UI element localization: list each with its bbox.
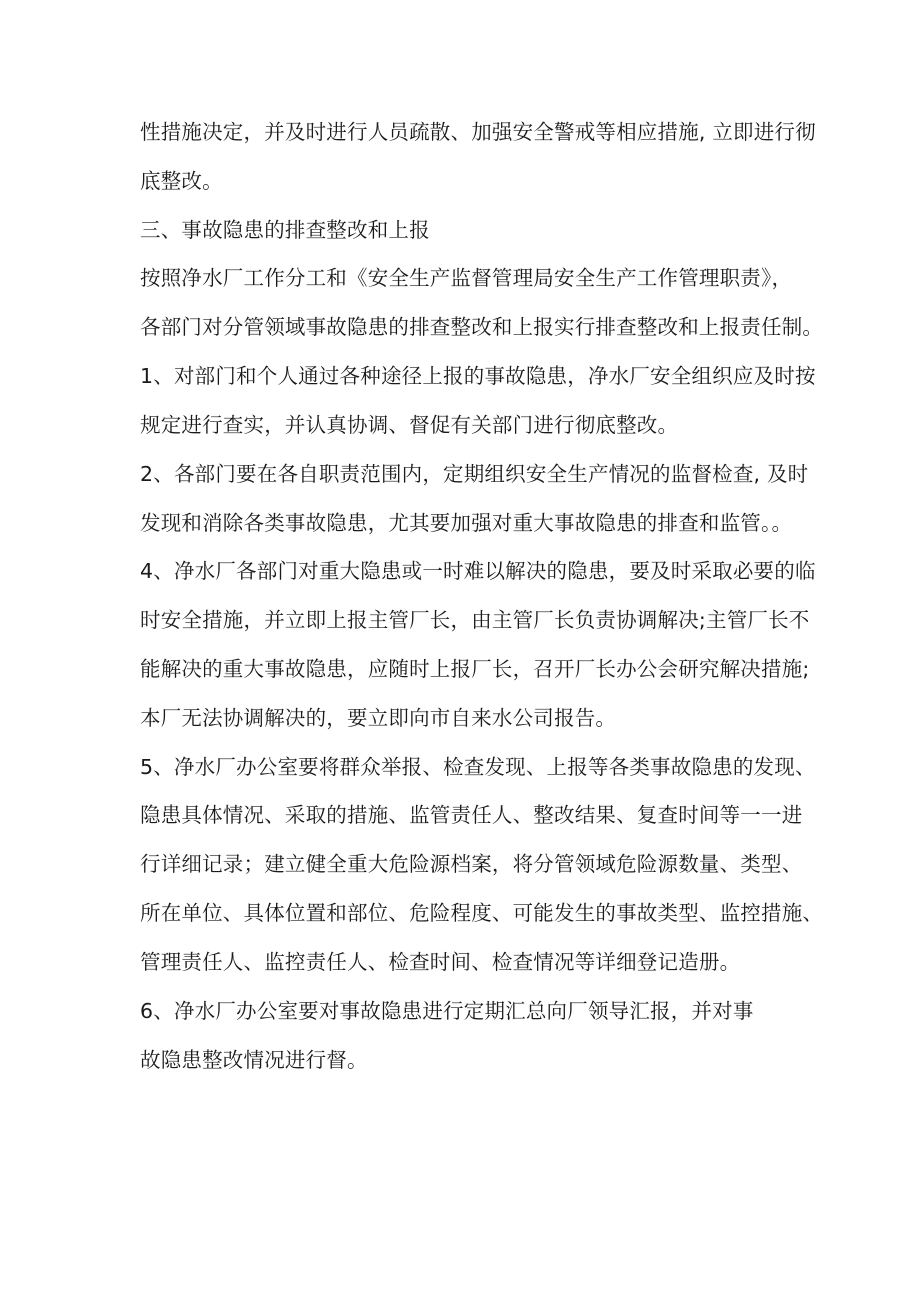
paragraph-line: 能解决的重大事故隐患，应随时上报厂长，召开厂长办公会研究解决措施; bbox=[140, 657, 810, 681]
list-item-6: 6、净水厂办公室要对事故隐患进行定期汇总向厂领导汇报，并对事 bbox=[140, 999, 754, 1023]
paragraph-line: 所在单位、具体位置和部位、危险程度、可能发生的事故类型、监控措施、 bbox=[140, 901, 824, 925]
paragraph-line: 各部门对分管领域事故隐患的排查整改和上报实行排查整改和上报责任制。 bbox=[140, 315, 824, 339]
paragraph-line: 隐患具体情况、采取的措施、监管责任人、整改结果、复查时间等一一进 bbox=[140, 803, 803, 827]
paragraph-line: 行详细记录；建立健全重大危险源档案，将分管领域危险源数量、类型、 bbox=[140, 852, 803, 876]
list-item-5: 5、净水厂办公室要将群众举报、检查发现、上报等各类事故隐患的发现、 bbox=[140, 755, 816, 779]
section-heading: 三、事故隐患的排查整改和上报 bbox=[140, 218, 430, 242]
paragraph-line: 规定进行查实，并认真协调、督促有关部门进行彻底整改。 bbox=[140, 413, 679, 437]
paragraph-line: 管理责任人、监控责任人、检查时间、检查情况等详细登记造册。 bbox=[140, 950, 741, 974]
paragraph-line: 本厂无法协调解决的，要立即向市自来水公司报告。 bbox=[140, 706, 617, 730]
paragraph-line: 故隐患整改情况进行督。 bbox=[140, 1048, 368, 1072]
paragraph-line: 发现和消除各类事故隐患，尤其要加强对重大事故隐患的排查和监管。。 bbox=[140, 511, 793, 535]
list-item-1: 1、对部门和个人通过各种途径上报的事故隐患，净水厂安全组织应及时按 bbox=[140, 364, 816, 388]
paragraph-line: 底整改。 bbox=[140, 169, 223, 193]
list-item-4: 4、净水厂各部门对重大隐患或一时难以解决的隐患，要及时采取必要的临 bbox=[140, 559, 816, 583]
list-item-2: 2、各部门要在各自职责范围内，定期组织安全生产情况的监督检查, 及时 bbox=[140, 462, 809, 486]
paragraph-line: 按照净水厂工作分工和《安全生产监督管理局安全生产工作管理职责》， bbox=[140, 266, 793, 290]
paragraph-line: 性措施决定，并及时进行人员疏散、加强安全警戒等相应措施, 立即进行彻 bbox=[140, 120, 816, 144]
paragraph-line: 时安全措施，并立即上报主管厂长，由主管厂长负责协调解决;主管厂长不 bbox=[140, 608, 810, 632]
